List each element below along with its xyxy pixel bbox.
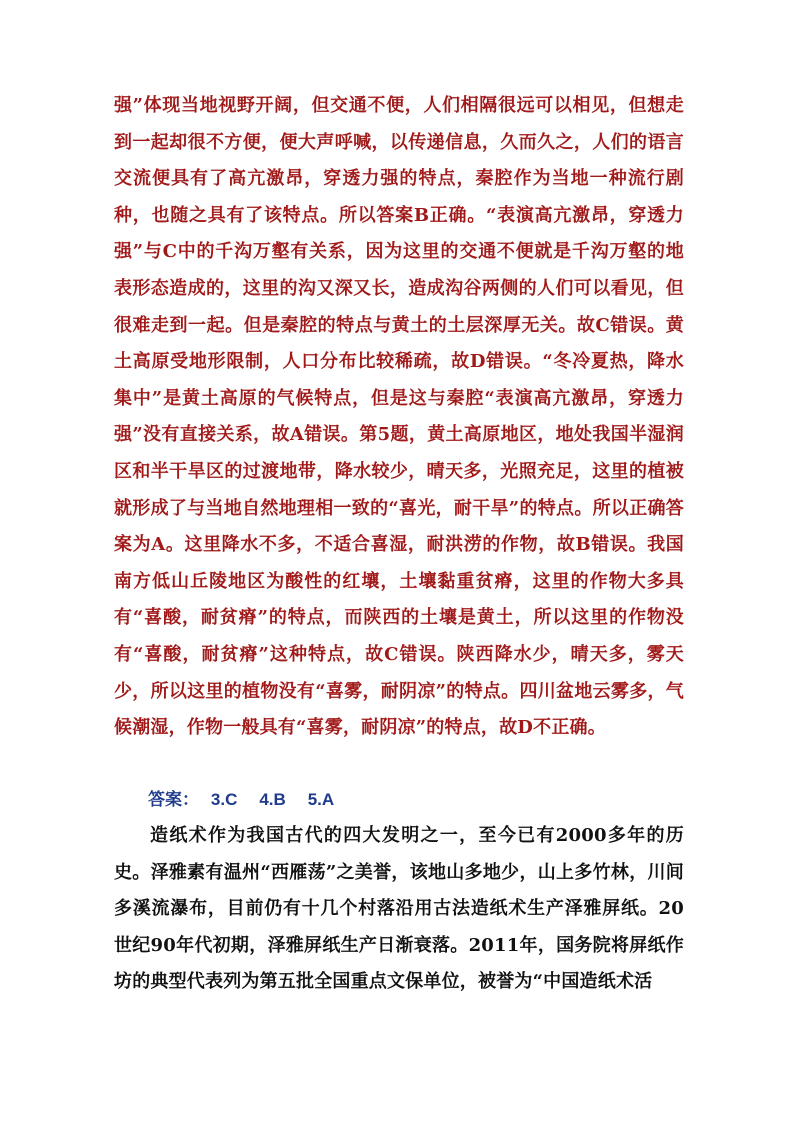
answer-item-4: 4.B [259, 790, 286, 809]
reading-passage-paragraph: 造纸术作为我国古代的四大发明之一，至今已有2000多年的历史。泽雅素有温州“西雁荡”之美誉，该地山多地少，山上多竹林，川间多溪流瀑布，目前仍有十几个村落沿用古法造纸术生产泽雅屏纸。20世纪90年代初期，泽雅屏纸生产日渐衰落。2011年，国务院将屏纸作坊的典型代表列为第五批全国重点文保单位，被誉为“中国造纸术活 [114, 825, 684, 993]
answer-label: 答案： [148, 790, 199, 810]
answer-item-3: 3.C [210, 790, 238, 809]
answer-explanation-paragraph: 强”体现当地视野开阔，但交通不便，人们相隔很远可以相见，但想走到一起却很不方便，便大声呼喊，以传递信息，久而久之，人们的语言交流便具有了高亢激昂，穿透力强的特点，秦腔作为当地一种流行剧种，也随之具有了该特点。所以答案B正确。“表演高亢激昂，穿透力强”与C中的千沟万壑有关系，因为这里的交通不便就是千沟万壑的地表形态造成的，这里的沟又深又长，造成沟谷两侧的人们可以看见，但很难走到一起。但是秦腔的特点与黄土的土层深厚无关。故C错误。黄土高原受地形限制，人口分布比较稀疏，故D错误。“冬冷夏热，降水集中”是黄土高原的气候特点，但是这与秦腔“表演高亢激昂，穿透力强”没有直接关系，故A错误。第5题，黄土高原地区，地处我国半湿润区和半干旱区的过渡地带，降水较少，晴天多，光照充足，这里的植被就形成了与当地自然地理相一致的“喜光，耐干旱”的特点。所以正确答案为A。这里降水不多，不适合喜湿，耐洪涝的作物，故B错误。我国南方低山丘陵地区为酸性的红壤，土壤黏重贫瘠，这里的作物大多具有“喜酸，耐贫瘠”的特点，而陕西的土壤是黄土，所以这里的作物没有“喜酸，耐贫瘠”这种特点，故C错误。陕西降水少，晴天多，雾天少，所以这里的植物没有“喜雾，耐阴凉”的特点。四川盆地云雾多，气候潮湿，作物一般具有“喜雾，耐阴凉”的特点，故D不正确。 [114, 95, 684, 739]
answer-line [148, 782, 350, 818]
answer-item-5: 5.A [307, 790, 335, 809]
